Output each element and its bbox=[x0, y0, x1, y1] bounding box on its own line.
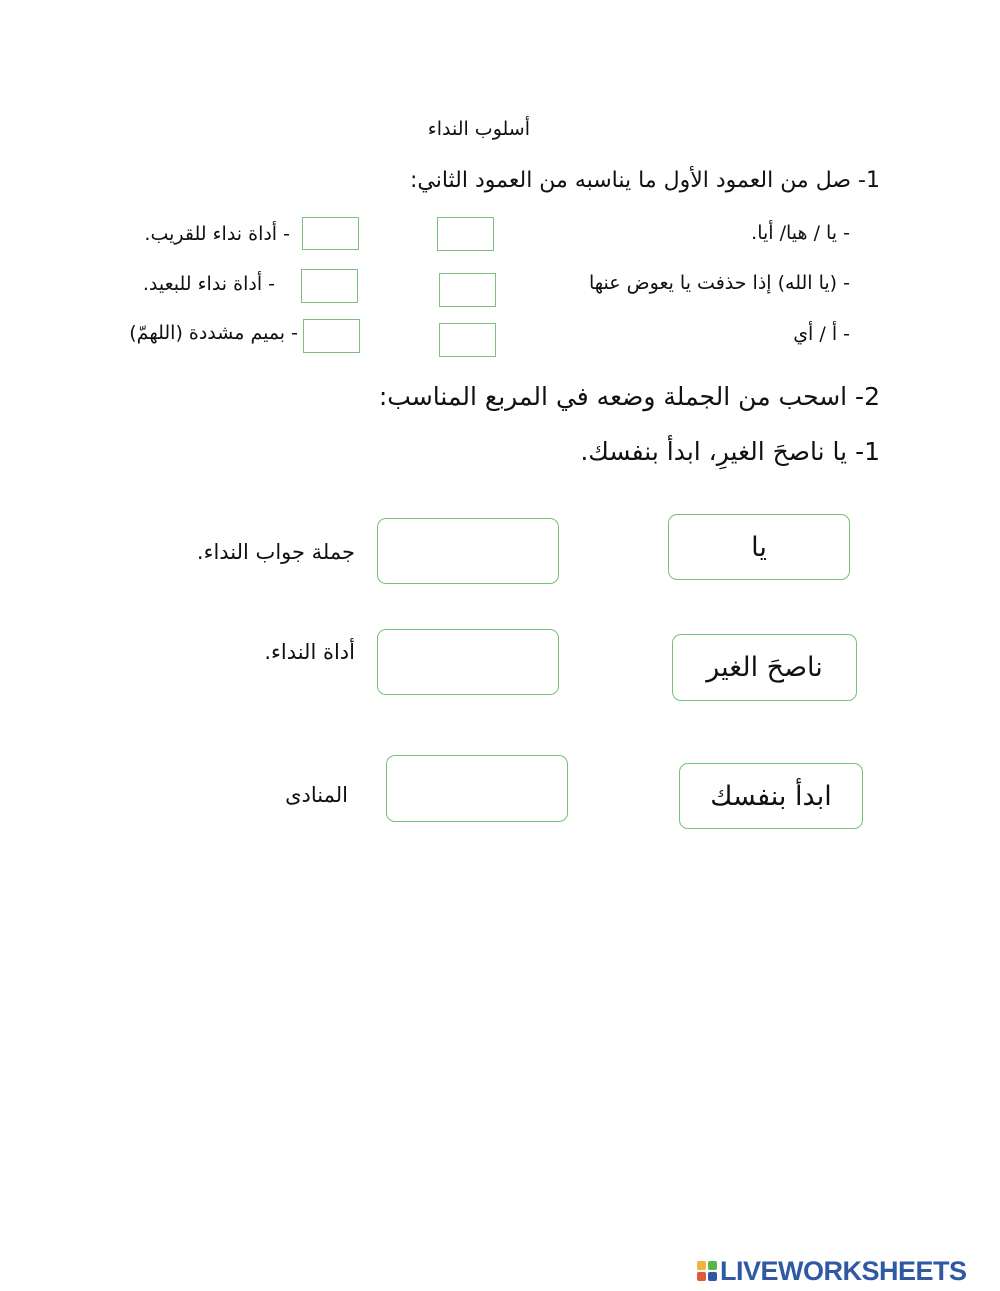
drag-item-ibda-binafsik[interactable]: ابدأ بنفسك bbox=[679, 763, 863, 829]
drag-item-ya[interactable]: يا bbox=[668, 514, 850, 580]
left-item-1: - يا / هيا/ أيا. bbox=[751, 222, 850, 244]
worksheet-title: أسلوب النداء bbox=[427, 118, 530, 140]
match-box-left-1[interactable] bbox=[437, 217, 494, 251]
left-item-2: - (يا الله) إذا حذفت يا يعوض عنها bbox=[589, 272, 850, 294]
question-1-prompt: 1- صل من العمود الأول ما يناسبه من العمود الثاني: bbox=[409, 168, 880, 193]
drop-box-2[interactable] bbox=[377, 629, 559, 695]
logo-text: LIVEWORKSHEETS bbox=[720, 1255, 967, 1286]
liveworksheets-logo bbox=[697, 1255, 967, 1287]
right-item-3: - بميم مشددة (اللهمّ) bbox=[129, 322, 298, 344]
target-label-vocative-particle: أداة النداء. bbox=[264, 640, 355, 664]
drag-item-nasih-alghayr[interactable]: ناصحَ الغير bbox=[672, 634, 857, 701]
drop-box-3[interactable] bbox=[386, 755, 568, 822]
right-item-2: - أداة نداء للبعيد. bbox=[142, 273, 275, 295]
target-label-munada: المنادى bbox=[285, 783, 348, 807]
target-label-answer-sentence: جملة جواب النداء. bbox=[196, 540, 355, 564]
question-2-sentence: 1- يا ناصحَ الغيرِ، ابدأ بنفسك. bbox=[580, 437, 880, 466]
question-2-prompt: 2- اسحب من الجملة وضعه في المربع المناسب: bbox=[378, 382, 880, 411]
left-item-3: - أ / أي bbox=[793, 323, 850, 345]
match-box-right-1[interactable] bbox=[302, 217, 359, 250]
logo-mark-icon bbox=[697, 1261, 717, 1281]
match-box-left-2[interactable] bbox=[439, 273, 496, 307]
right-item-1: - أداة نداء للقريب. bbox=[144, 223, 290, 245]
match-box-right-3[interactable] bbox=[303, 319, 360, 353]
drop-box-1[interactable] bbox=[377, 518, 559, 584]
match-box-right-2[interactable] bbox=[301, 269, 358, 303]
match-box-left-3[interactable] bbox=[439, 323, 496, 357]
